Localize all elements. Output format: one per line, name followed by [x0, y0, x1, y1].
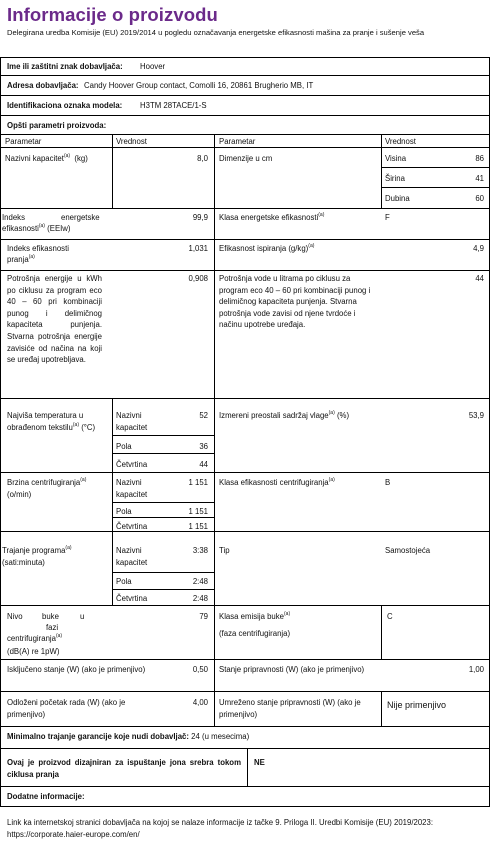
- model-value: H3TM 28TACE/1-S: [140, 101, 207, 110]
- model-label: Identifikaciona oznaka modela:: [7, 101, 123, 110]
- temperature-row-label: Pola: [116, 442, 132, 451]
- spin-speed-row-value: 1 151: [188, 507, 208, 516]
- supplier-value: Hoover: [140, 62, 166, 71]
- rinsing-label: Efikasnost ispiranja $(g/kg)^{(a)}$: [219, 243, 315, 253]
- delay-start-value: 4,00: [192, 698, 208, 707]
- header-param: Parametar: [5, 137, 42, 146]
- spin-speed-row-label: Četvrtina: [116, 522, 148, 531]
- noise-label-4: (dB(A) re 1pW): [7, 647, 60, 656]
- address-label: Adresa dobavljača:: [7, 81, 79, 90]
- general-heading: Opšti parametri proizvoda:: [7, 121, 107, 130]
- duration-row-value: 2:48: [192, 594, 208, 603]
- noise-label-1: Nivo: [7, 612, 23, 621]
- noise-value: 79: [199, 612, 208, 621]
- spin-speed-label: Brzina centrifugiranja$^{(a)}$ (o/min): [7, 477, 87, 499]
- off-mode-label: Isključeno stanje (W) (ako je primenjivo): [7, 665, 146, 674]
- header-value-2: Vrednost: [385, 137, 416, 146]
- height-value: 86: [475, 154, 484, 163]
- noise-label-1b: buke: [42, 612, 59, 621]
- networked-standby-label: Umreženo stanje pripravnosti (W) (ako je primenjivo): [219, 698, 361, 719]
- noise-label-3: centrifugiranja$^{(a)}$: [7, 633, 63, 643]
- temperature-row-label: Četvrtina: [116, 460, 148, 469]
- spin-speed-row-label: Nazivni kapacitet: [116, 478, 148, 499]
- warranty-row: Minimalno trajanje garancije koje nudi dobavljač: 24 (u mesecima): [7, 732, 250, 741]
- supplier-label: Ime ili zaštitni znak dobavljača:: [7, 62, 123, 71]
- duration-row-label: Nazivni kapacitet: [116, 546, 148, 567]
- capacity-value: 8,0: [197, 154, 208, 163]
- noise-class-value: C: [387, 612, 393, 621]
- energy-class-label: Klasa energetske efikasnosti$^{(a)}$: [219, 212, 325, 222]
- energy-consumption-label: Potrošnja energije u kWh po ciklusu za program eco 40 – 60 pri kombinaciji punog i delimičnog kapaciteta punjenja. Stvarna potrošnja energije zavisiće od načina na koji se uređaj upotrebljava.: [7, 274, 102, 365]
- eei-value: 99,9: [192, 213, 208, 222]
- spin-speed-row-label: Pola: [116, 507, 132, 516]
- width-label: Širina: [385, 174, 405, 183]
- type-value: Samostojeća: [385, 546, 431, 555]
- duration-row-value: 3:38: [192, 546, 208, 555]
- header-value: Vrednost: [116, 137, 147, 146]
- energy-class-value: F: [385, 213, 390, 222]
- spin-class-label: Klasa efikasnosti centrifugiranja$^{(a)}$: [219, 477, 335, 487]
- height-label: Visina: [385, 154, 407, 163]
- energy-consumption-value: 0,908: [188, 274, 208, 283]
- noise-label-2: fazi: [46, 623, 59, 632]
- header-param-2: Parametar: [219, 137, 256, 146]
- eei-label-2: efikasnosti$^{(a)}$ (EEIw): [2, 223, 71, 233]
- dimensions-label: Dimenzije u cm: [219, 154, 273, 163]
- noise-class-label: Klasa emisija buke$^{(a)}$: [219, 611, 291, 621]
- capacity-label: Nazivni kapacitet$^{(a)}$ (kg): [5, 153, 88, 163]
- temperature-row-label: Nazivni kapacitet: [116, 411, 148, 432]
- delay-start-label: Odloženi početak rada (W) (ako je primenjivo): [7, 698, 126, 719]
- address-value: Candy Hoover Group contact, Comolli 16, 20861 Brugherio MB, IT: [84, 81, 314, 90]
- depth-label: Dubina: [385, 194, 410, 203]
- moisture-label: Izmereni preostali sadržaj vlage$^{(a)}$ (%): [219, 410, 350, 420]
- standby-label: Stanje pripravnosti (W) (ako je primenjivo): [219, 665, 365, 674]
- page-title: Informacije o proizvodu: [7, 4, 218, 25]
- off-mode-value: 0,50: [192, 665, 208, 674]
- supplier-website-link-text: Link ka internetskoj stranici dobavljača na kojoj se nalaze informacije iz tačke 9. Priloga II. Uredbi Komisije (EU) 2019/2023: https://corporate.haier-europe.com/en/: [7, 818, 434, 839]
- washing-index-label-1: Indeks efikasnosti: [7, 244, 69, 253]
- additional-info-heading: Dodatne informacije:: [7, 792, 85, 801]
- noise-class-label-2: (faza centrifugiranja): [219, 629, 291, 638]
- silver-ions-value: NE: [254, 758, 265, 767]
- spin-speed-row-value: 1 151: [188, 522, 208, 531]
- eei-label-1b: energetske: [61, 213, 100, 222]
- temperature-row-value: 36: [199, 442, 208, 451]
- silver-ions-label: Ovaj je proizvod dizajniran za ispuštanje jona srebra tokom ciklusa pranja: [7, 758, 241, 779]
- washing-index-label-2: pranja$^{(a)}$: [7, 254, 35, 264]
- depth-value: 60: [475, 194, 484, 203]
- temperature-label: Najviša temperatura u obrađenom tekstilu$^{(a)}$ (°C): [7, 411, 96, 432]
- temperature-row-value: 44: [199, 460, 208, 469]
- spin-speed-row-value: 1 151: [188, 478, 208, 487]
- temperature-row-value: 52: [199, 411, 208, 420]
- water-consumption-value: 44: [475, 274, 484, 283]
- duration-row-label: Četvrtina: [116, 594, 148, 603]
- noise-label-1c: u: [80, 612, 85, 621]
- washing-index-value: 1,031: [188, 244, 208, 253]
- type-label: Tip: [219, 546, 230, 555]
- duration-row-label: Pola: [116, 577, 132, 586]
- rinsing-value: 4,9: [473, 244, 484, 253]
- duration-label: Trajanje programa$^{(a)}$ (sati:minuta): [2, 545, 72, 567]
- spin-class-value: B: [385, 478, 391, 487]
- eei-label-1: Indeks: [2, 213, 25, 222]
- intro-text: Delegirana uredba Komisije (EU) 2019/2014 u pogledu označavanja energetske efikasnosti mašina za pranje i sušenje veša: [7, 28, 425, 37]
- standby-value: 1,00: [468, 665, 484, 674]
- duration-row-value: 2:48: [192, 577, 208, 586]
- moisture-value: 53,9: [468, 411, 484, 420]
- networked-standby-value: Nije primenjivo: [387, 700, 447, 710]
- width-value: 41: [475, 174, 484, 183]
- water-consumption-label: Potrošnja vode u litrama po ciklusu za program eco 40 – 60 pri kombinaciji punog i delimičnog kapaciteta punjenja. Stvarna potrošnja vode zavisi od njene tvrdoće i načinu upotrebe uređaja.: [219, 274, 371, 330]
